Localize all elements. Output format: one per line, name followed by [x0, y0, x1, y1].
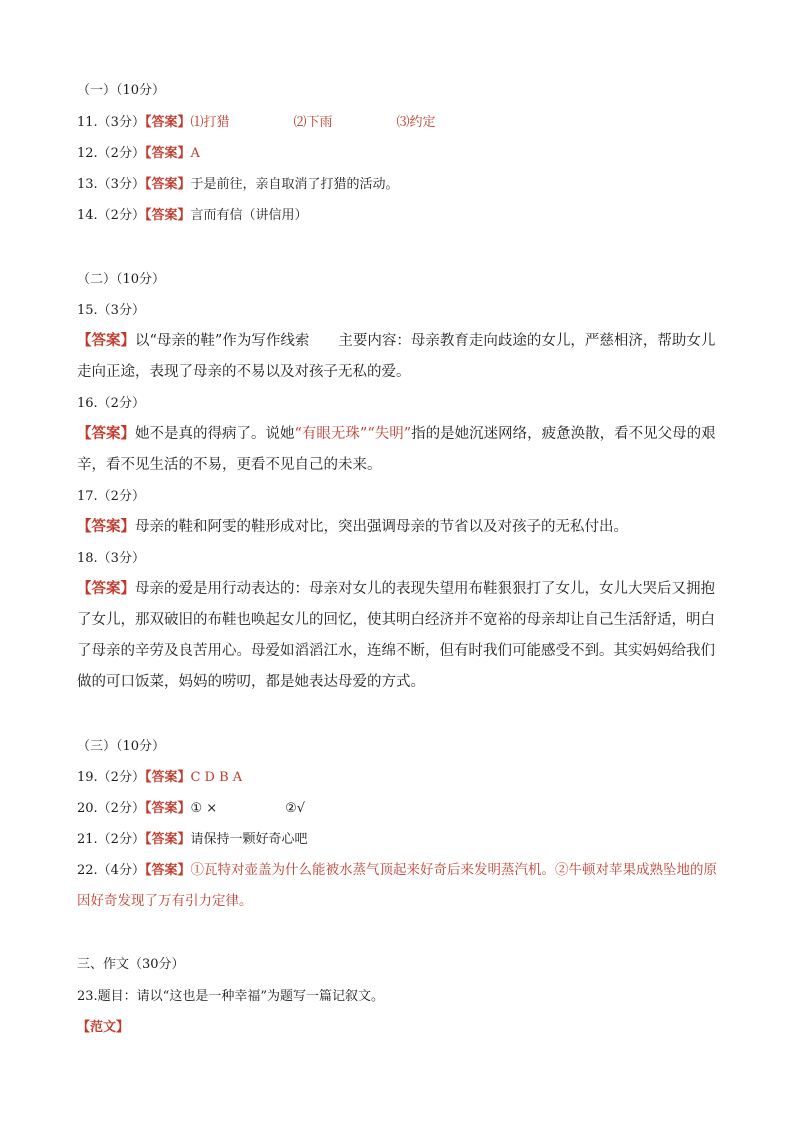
answer-15 — [77, 325, 727, 388]
answer-tag: 【答案】 — [144, 115, 191, 130]
answer-22: ①瓦特对壶盖为什么能被水蒸气顶起来好奇后来发明蒸汽机。②牛顿对苹果成熟坠地的原因好奇发现了万有引力定律。 — [77, 862, 717, 909]
question-number: 13.（3分） — [77, 177, 145, 192]
answer-tag: 【答案】 — [77, 332, 135, 349]
answer-tag: 【答案】 — [144, 801, 191, 816]
question-20 — [77, 800, 305, 818]
answer-18-text: 母亲的爱是用行动表达的：母亲对女儿的表现失望用布鞋狠狠打了女儿，女儿大哭后又拥抱了女儿，那双破旧的布鞋也唤起女儿的回忆，使其明白经济并不宽裕的母亲却让自己生活舒适，明白了母亲的辛劳及良苦用心。母爱如滔滔江水，连绵不断，但有时我们可能感受不到。其实妈妈给我们做的可口饭菜，妈妈的唠叨，都是她表达母爱的方式。 — [77, 581, 715, 690]
answer-tag: 【答案】 — [144, 177, 191, 192]
question-number: 11.（3分） — [77, 115, 145, 130]
answer-tag: 【答案】 — [77, 425, 135, 442]
answer-20-2: ②√ — [285, 801, 306, 816]
answer-17-text: 母亲的鞋和阿雯的鞋形成对比，突出强调母亲的节省以及对孩子的无私付出。 — [135, 519, 628, 535]
section-heading-2: （二）（10分） — [77, 272, 166, 287]
answer-12: A — [190, 146, 200, 161]
question-18-number: 18.（3分） — [77, 551, 145, 566]
answer-11-1: ⑴打猎 — [190, 115, 230, 130]
answer-21: 请保持一颗好奇心吧 — [190, 832, 308, 847]
answer-tag: 【答案】 — [144, 208, 191, 223]
question-11 — [77, 114, 436, 132]
answer-13: 于是前往，亲自取消了打猎的活动。 — [190, 177, 399, 192]
answer-20-1: ① × — [190, 801, 218, 816]
essay-prompt: 23.题目：请以“这也是一种幸福”为题写一篇记叙文。 — [77, 989, 384, 1004]
question-16-number: 16.（2分） — [77, 396, 145, 411]
question-number: 12.（2分） — [77, 146, 145, 161]
answer-15-text: 以“母亲的鞋”作为写作线索 主要内容：母亲教育走向歧途的女儿，严慈相济，帮助女儿走向正途，表现了母亲的不易以及对孩子无私的爱。 — [77, 333, 716, 380]
sample-essay-tag: 【范文】 — [77, 1020, 130, 1035]
answer-11-2: ⑵下雨 — [293, 115, 333, 130]
question-13 — [77, 176, 398, 194]
answer-tag: 【答案】 — [144, 832, 191, 847]
section-heading-3: （三）（10分） — [77, 739, 166, 754]
answer-16-text-b: 指的是她沉迷网络，疲惫涣散，看不见父母的艰辛，看不见生活的不易，更看不见自己的未来。 — [77, 426, 716, 473]
question-21 — [77, 831, 307, 849]
question-17-number: 17.（2分） — [77, 489, 145, 504]
question-number: 21.（2分） — [77, 832, 145, 847]
essay-heading: 三、作文（30分） — [77, 957, 185, 972]
question-number: 22.（4分） — [77, 863, 145, 878]
answer-19: C D B A — [190, 770, 243, 785]
question-12 — [77, 145, 200, 163]
question-number: 19.（2分） — [77, 770, 145, 785]
question-22 — [77, 855, 727, 917]
section-heading-1: （一）（10分） — [77, 83, 166, 98]
answer-18 — [77, 573, 727, 698]
question-15-number: 15.（3分） — [77, 303, 145, 318]
answer-14: 言而有信（讲信用） — [190, 208, 308, 223]
answer-tag: 【答案】 — [77, 580, 135, 597]
question-number: 14.（2分） — [77, 208, 145, 223]
answer-tag: 【答案】 — [144, 863, 191, 878]
answer-16-text-a: 她不是真的得病了。说她 — [135, 426, 295, 442]
answer-16 — [77, 418, 727, 481]
answer-tag: 【答案】 — [144, 146, 191, 161]
answer-tag: 【答案】 — [77, 518, 135, 535]
question-14 — [77, 207, 307, 225]
answer-tag: 【答案】 — [144, 770, 191, 785]
answer-11-3: ⑶约定 — [396, 115, 436, 130]
question-19 — [77, 769, 242, 787]
answer-17 — [77, 511, 727, 543]
question-number: 20.（2分） — [77, 801, 145, 816]
answer-16-quote: “有眼无珠”“失明” — [294, 426, 412, 442]
